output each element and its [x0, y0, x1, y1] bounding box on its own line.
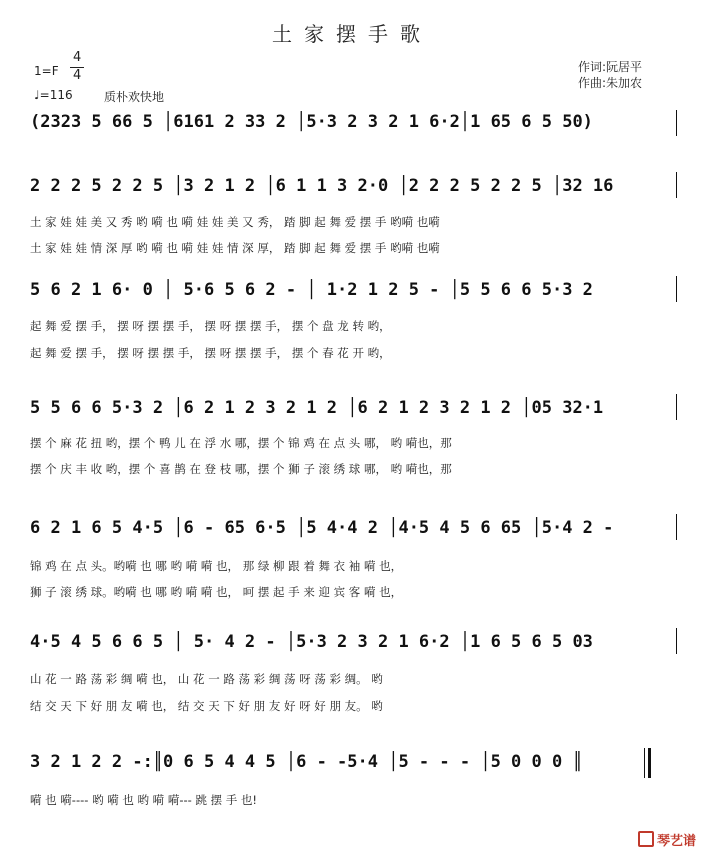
system-5-lyrics-verse-2: 狮 子 滚 绣 球。哟嗬 也 哪 哟 嗬 嗬 也， 呵 摆 起 手 来 迎 宾 客 嗬 也，	[30, 585, 403, 599]
system-5-notes: 6 2 1 6 5 4·5 │6 - 65 6·5 │5 4·4 2 │4·5 4 5 6 65 │5·4 2 -	[30, 518, 614, 538]
system-2-lyrics-verse-2: 土 家 娃 娃 情 深 厚 哟 嗬 也 嗬 娃 娃 情 深 厚， 踏 脚 起 舞 爱 摆 手 哟嗬 也嗬	[30, 241, 440, 255]
system-3-lyrics-verse-1: 起 舞 爱 摆 手， 摆 呀 摆 摆 手， 摆 呀 摆 摆 手， 摆 个 盘 龙 转 哟，	[30, 319, 391, 333]
system-1-notes: (2323 5 66 5 │6161 2 33 2 │5·3 2 3 2 1 6·2│1 65 6 5 50)	[30, 112, 593, 132]
system-4-lyrics-verse-2: 摆 个 庆 丰 收 哟，摆 个 喜 鹊 在 登 枝 哪，摆 个 狮 子 滚 绣 球 哪， 哟 嗬也，那	[30, 462, 452, 476]
barline	[676, 276, 677, 302]
system-7-lyrics-verse-1: 嗬 也 嗬---- 哟 嗬 也 哟 嗬 嗬--- 跳 摆 手 也!	[30, 793, 258, 807]
final-barline-thick	[648, 748, 651, 778]
barline	[676, 110, 677, 136]
system-3-lyrics-verse-2: 起 舞 爱 摆 手， 摆 呀 摆 摆 手， 摆 呀 摆 摆 手， 摆 个 春 花 开 哟，	[30, 346, 391, 360]
expression-marking: 质朴欢快地	[104, 90, 165, 104]
final-barline-thin	[644, 748, 645, 778]
time-signature-bottom: 4	[73, 68, 82, 83]
barline	[676, 628, 677, 654]
system-6-lyrics-verse-1: 山 花 一 路 荡 彩 绸 嗬 也， 山 花 一 路 荡 彩 绸 荡 呀 荡 彩 绸。 哟	[30, 672, 383, 686]
system-3-notes: 5 6 2 1 6· 0 │ 5·6 5 6 2 - │ 1·2 1 2 5 - │5 5 6 6 5·3 2	[30, 280, 593, 300]
song-title: 土家摆手歌	[272, 22, 432, 46]
lyricist-credit: 作词:阮居平	[578, 60, 643, 74]
composer-credit: 作曲:朱加农	[578, 76, 643, 90]
barline	[676, 172, 677, 198]
logo-icon	[638, 831, 654, 847]
system-7-notes: 3 2 1 2 2 -:║0 6 5 4 4 5 │6 - -5·4 │5 - - - │5 0 0 0 ║	[30, 752, 583, 772]
barline	[676, 394, 677, 420]
watermark-logo	[638, 830, 696, 849]
key-signature: 1=F	[34, 64, 59, 78]
tempo-marking: ♩=116	[34, 88, 73, 102]
system-2-notes: 2 2 2 5 2 2 5 │3 2 1 2 │6 1 1 3 2·0 │2 2 2 5 2 2 5 │32 16	[30, 176, 614, 196]
barline	[676, 514, 677, 540]
time-signature-top: 4	[73, 50, 82, 65]
system-6-notes: 4·5 4 5 6 6 5 │ 5· 4 2 - │5·3 2 3 2 1 6·2 │1 6 5 6 5 03	[30, 632, 593, 652]
system-4-notes: 5 5 6 6 5·3 2 │6 2 1 2 3 2 1 2 │6 2 1 2 3 2 1 2 │05 32·1	[30, 398, 604, 418]
system-6-lyrics-verse-2: 结 交 天 下 好 朋 友 嗬 也， 结 交 天 下 好 朋 友 好 呀 好 朋 友。 哟	[30, 699, 383, 713]
system-2-lyrics-verse-1: 土 家 娃 娃 美 又 秀 哟 嗬 也 嗬 娃 娃 美 又 秀， 踏 脚 起 舞 爱 摆 手 哟嗬 也嗬	[30, 215, 440, 229]
watermark-text: 琴艺谱	[656, 834, 696, 849]
system-5-lyrics-verse-1: 锦 鸡 在 点 头。哟嗬 也 哪 哟 嗬 嗬 也， 那 绿 柳 跟 着 舞 衣 袖 嗬 也，	[30, 559, 403, 573]
system-4-lyrics-verse-1: 摆 个 麻 花 扭 哟，摆 个 鸭 儿 在 浮 水 哪，摆 个 锦 鸡 在 点 头 哪， 哟 嗬也，那	[30, 436, 452, 450]
